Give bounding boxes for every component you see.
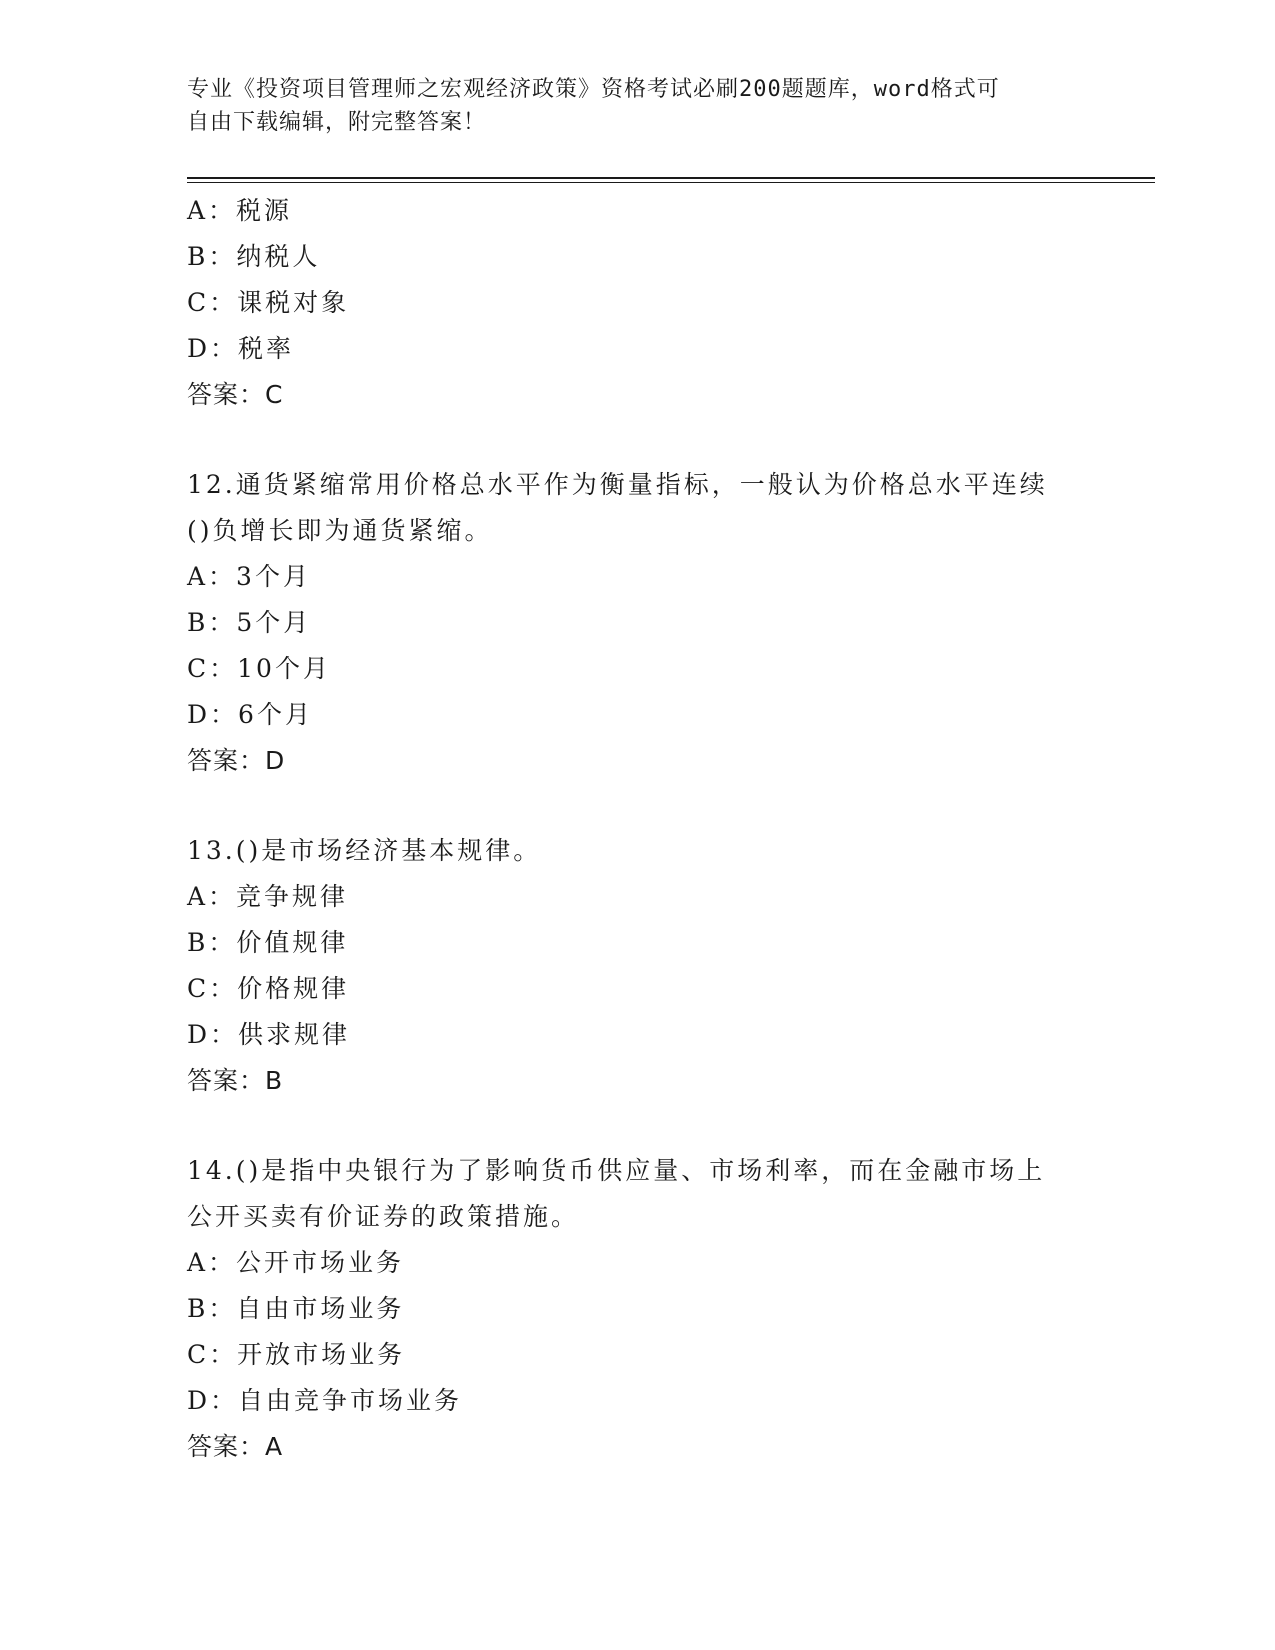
option-a: A：税源: [187, 196, 293, 225]
question-text-line-1: 12.通货紧缩常用价格总水平作为衡量指标，一般认为价格总水平连续: [187, 470, 1048, 499]
answer-label: 答案：B: [187, 1066, 284, 1095]
option-d: D：供求规律: [187, 1020, 351, 1049]
question-14-block: [187, 1148, 1087, 1470]
question-text-line-2: 公开买卖有价证券的政策措施。: [187, 1202, 580, 1231]
option-d: D：自由竞争市场业务: [187, 1386, 463, 1415]
option-b: B：自由市场业务: [187, 1294, 405, 1323]
option-d: D：6个月: [187, 700, 313, 729]
header-line-1: 专业《投资项目管理师之宏观经济政策》资格考试必刷200题题库，word格式可: [187, 77, 1000, 102]
document-header: [187, 73, 1087, 139]
option-a: A：3个月: [187, 562, 311, 591]
option-b: B：5个月: [187, 608, 312, 637]
option-d: D：税率: [187, 334, 295, 363]
option-c: C：10个月: [187, 654, 331, 683]
question-11-block: [187, 188, 1087, 418]
question-13-block: [187, 828, 1087, 1104]
header-divider-thick: [187, 177, 1155, 179]
option-a: A：竞争规律: [187, 882, 349, 911]
option-c: C：开放市场业务: [187, 1340, 406, 1369]
option-b: B：纳税人: [187, 242, 321, 271]
header-line-2: 自由下载编辑，附完整答案！: [187, 110, 487, 135]
option-b: B：价值规律: [187, 928, 349, 957]
header-divider-thin: [187, 182, 1155, 183]
question-content: [187, 188, 1087, 1470]
answer-label: 答案：C: [187, 380, 284, 409]
option-c: C：课税对象: [187, 288, 350, 317]
question-text-line-2: ()负增长即为通货紧缩。: [187, 516, 493, 545]
question-text-line-1: 13.()是市场经济基本规律。: [187, 836, 542, 865]
option-c: C：价格规律: [187, 974, 350, 1003]
question-text-line-1: 14.()是指中央银行为了影响货币供应量、市场利率，而在金融市场上: [187, 1156, 1046, 1185]
option-a: A：公开市场业务: [187, 1248, 405, 1277]
question-12-block: [187, 462, 1087, 784]
answer-label: 答案：A: [187, 1432, 284, 1461]
answer-label: 答案：D: [187, 746, 286, 775]
